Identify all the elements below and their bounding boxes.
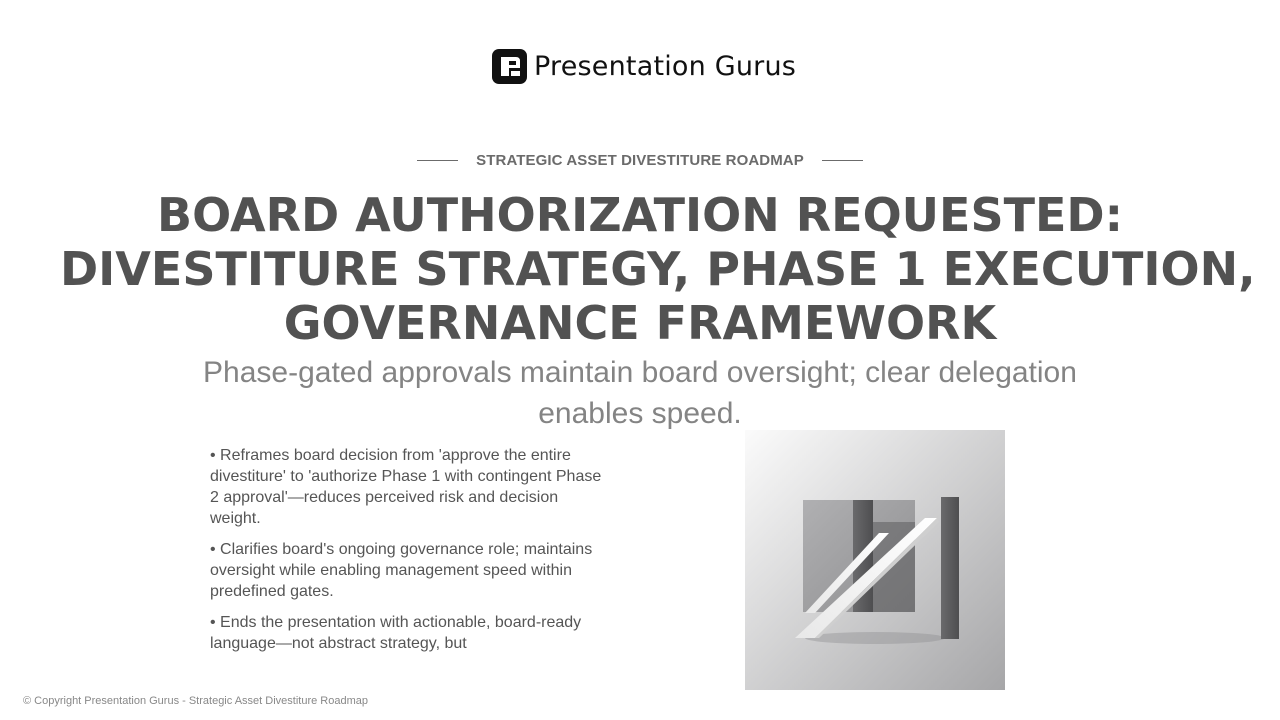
slide-title	[60, 188, 1256, 350]
eyebrow-rule-left	[417, 160, 458, 161]
bullet-item: • Reframes board decision from 'approve the entire divestiture' to 'authorize Phase 1 with contingent Phase 2 approval'—reduces perceived risk and decision weight.	[210, 447, 602, 527]
eyebrow	[0, 152, 1280, 169]
title-line: GOVERNANCE FRAMEWORK	[283, 296, 997, 350]
bullet-item: • Clarifies board's ongoing governance role; maintains oversight while enabling management speed within predefined gates.	[210, 541, 593, 600]
brand-logo	[492, 47, 796, 85]
slide-subtitle: Phase-gated approvals maintain board oversight; clear delegation enables speed.	[203, 356, 1077, 430]
eyebrow-rule-right	[822, 160, 863, 161]
footer-copyright: © Copyright Presentation Gurus - Strategic Asset Divestiture Roadmap	[23, 695, 368, 707]
brand-name: Presentation Gurus	[534, 50, 797, 82]
abstract-divestiture-graphic	[745, 430, 1005, 690]
presentation-gurus-logo-icon	[492, 49, 527, 84]
bullet-item: • Ends the presentation with actionable, board-ready language—not abstract strategy, but	[210, 614, 582, 652]
bullet-list	[210, 445, 610, 660]
title-line: DIVESTITURE STRATEGY, PHASE 1 EXECUTION,	[60, 242, 1256, 296]
title-line: BOARD AUTHORIZATION REQUESTED:	[157, 188, 1123, 242]
eyebrow-label: STRATEGIC ASSET DIVESTITURE ROADMAP	[476, 152, 804, 169]
